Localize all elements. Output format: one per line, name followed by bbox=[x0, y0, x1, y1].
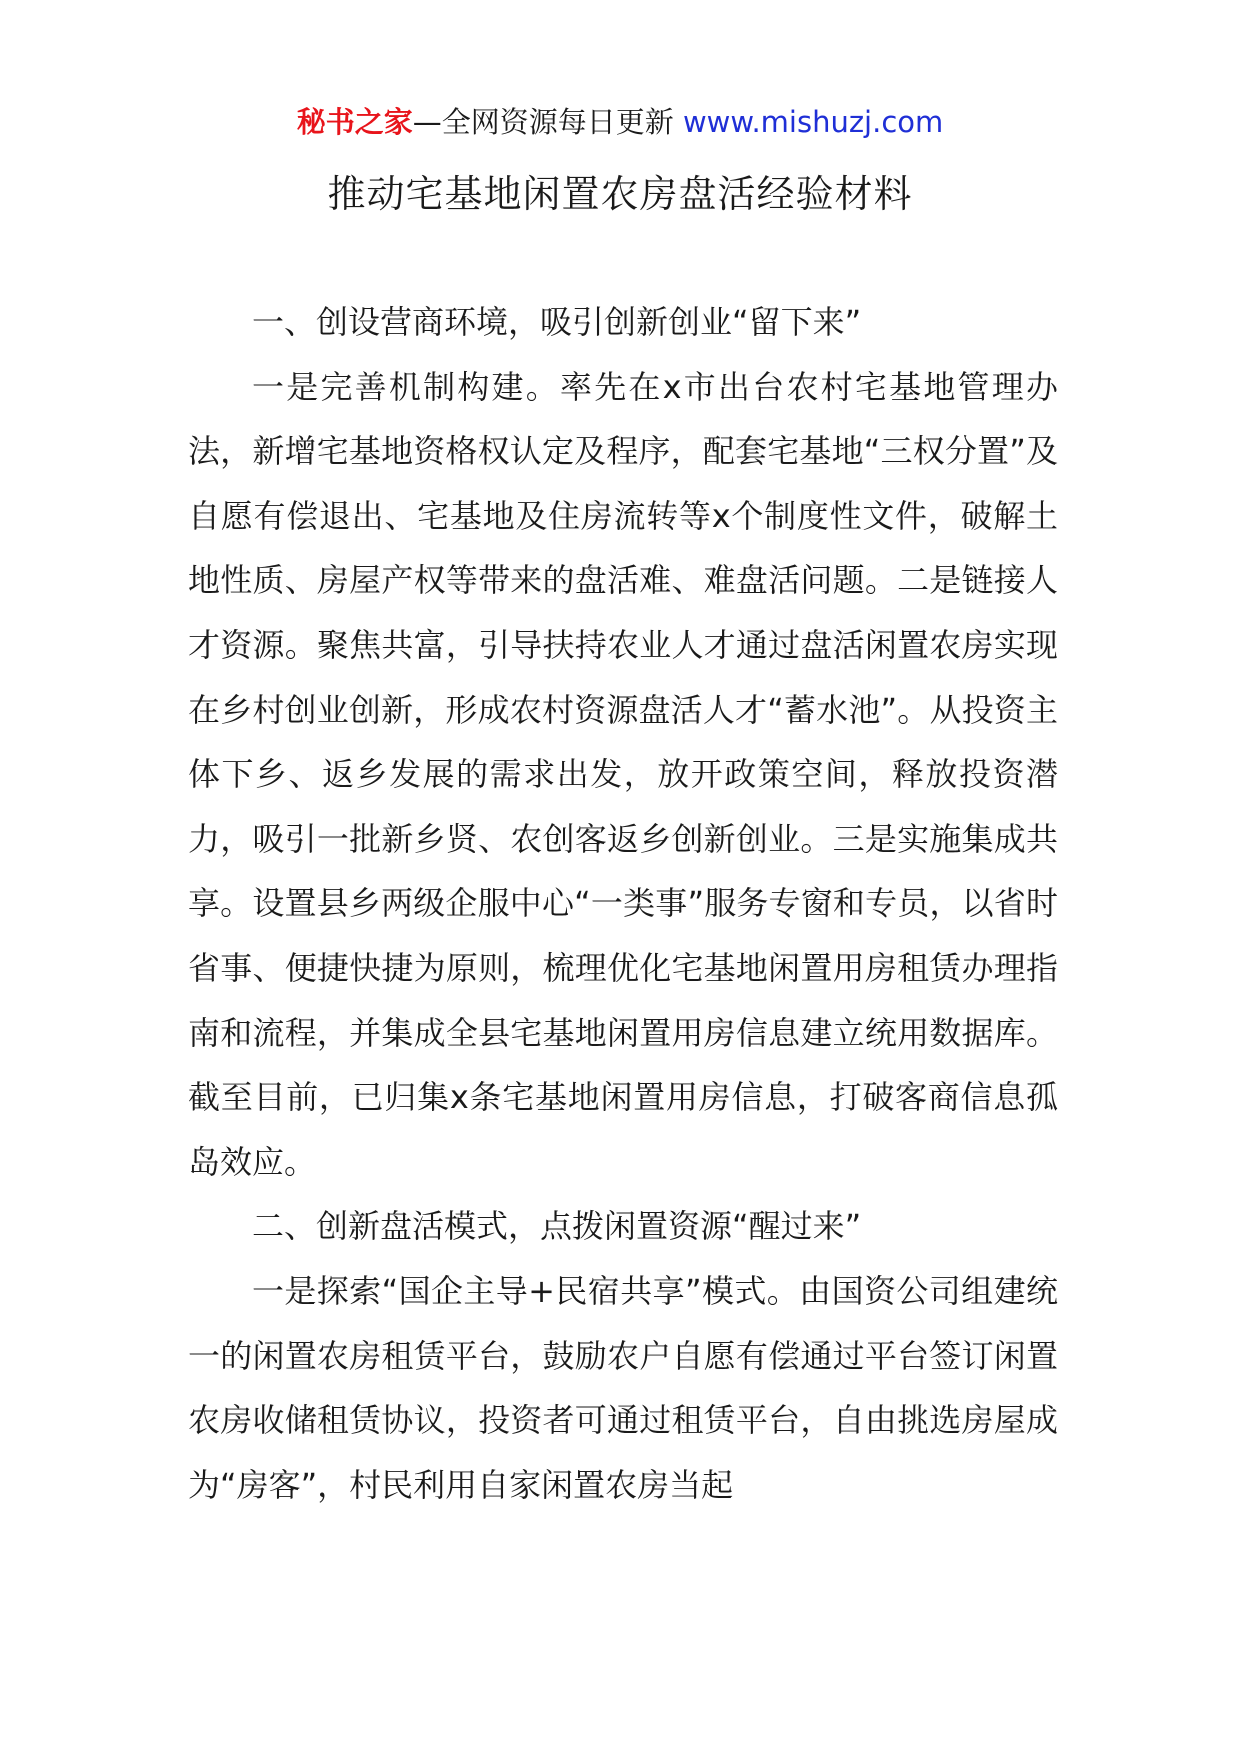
section-heading-2: 二、创新盘活模式，点拨闲置资源“醒过来” bbox=[252, 1207, 862, 1246]
paragraph-2: 一是探索“国企主导+民宿共享”模式。由国资公司组建统一的闲置农房租赁平台，鼓励农户自愿有偿通过平台签订闲置农房收储租赁协议，投资者可通过租赁平台，自由挑选房屋成为“房客”，村民利用自家闲置农房当起 bbox=[188, 1271, 1058, 1504]
page-header bbox=[0, 100, 1240, 144]
section-heading-1: 一、创设营商环境，吸引创新创业“留下来” bbox=[252, 303, 862, 341]
website-link[interactable]: www.mishuzj.com bbox=[682, 105, 944, 139]
brand-name: 秘书之家 bbox=[296, 105, 413, 139]
paragraph-1: 一是完善机制构建。率先在x市出台农村宅基地管理办法，新增宅基地资格权认定及程序，配套宅基地“三权分置”及自愿有偿退出、宅基地及住房流转等x个制度性文件，破解土地性质、房屋产权等带来的盘活难、难盘活问题。二是链接人才资源。聚焦共富，引导扶持农业人才通过盘活闲置农房实现在乡村创业创新，形成农村资源盘活人才“蓄水池”。从投资主体下乡、返乡发展的需求出发，放开政策空间，释放投资潜力，吸引一批新乡贤、农创客返乡创新创业。三是实施集成共享。设置县乡两级企服中心“一类事”服务专窗和专员，以省时省事、便捷快捷为原则，梳理优化宅基地闲置用房租赁办理指南和流程，并集成全县宅基地闲置用房信息建立统用数据库。截至目前，已归集x条宅基地闲置用房信息，打破客商信息孤岛效应。 bbox=[188, 367, 1058, 1181]
document-body bbox=[188, 290, 1058, 1517]
document-title: 推动宅基地闲置农房盘活经验材料 bbox=[327, 172, 913, 216]
header-tagline: —全网资源每日更新 bbox=[412, 105, 683, 139]
